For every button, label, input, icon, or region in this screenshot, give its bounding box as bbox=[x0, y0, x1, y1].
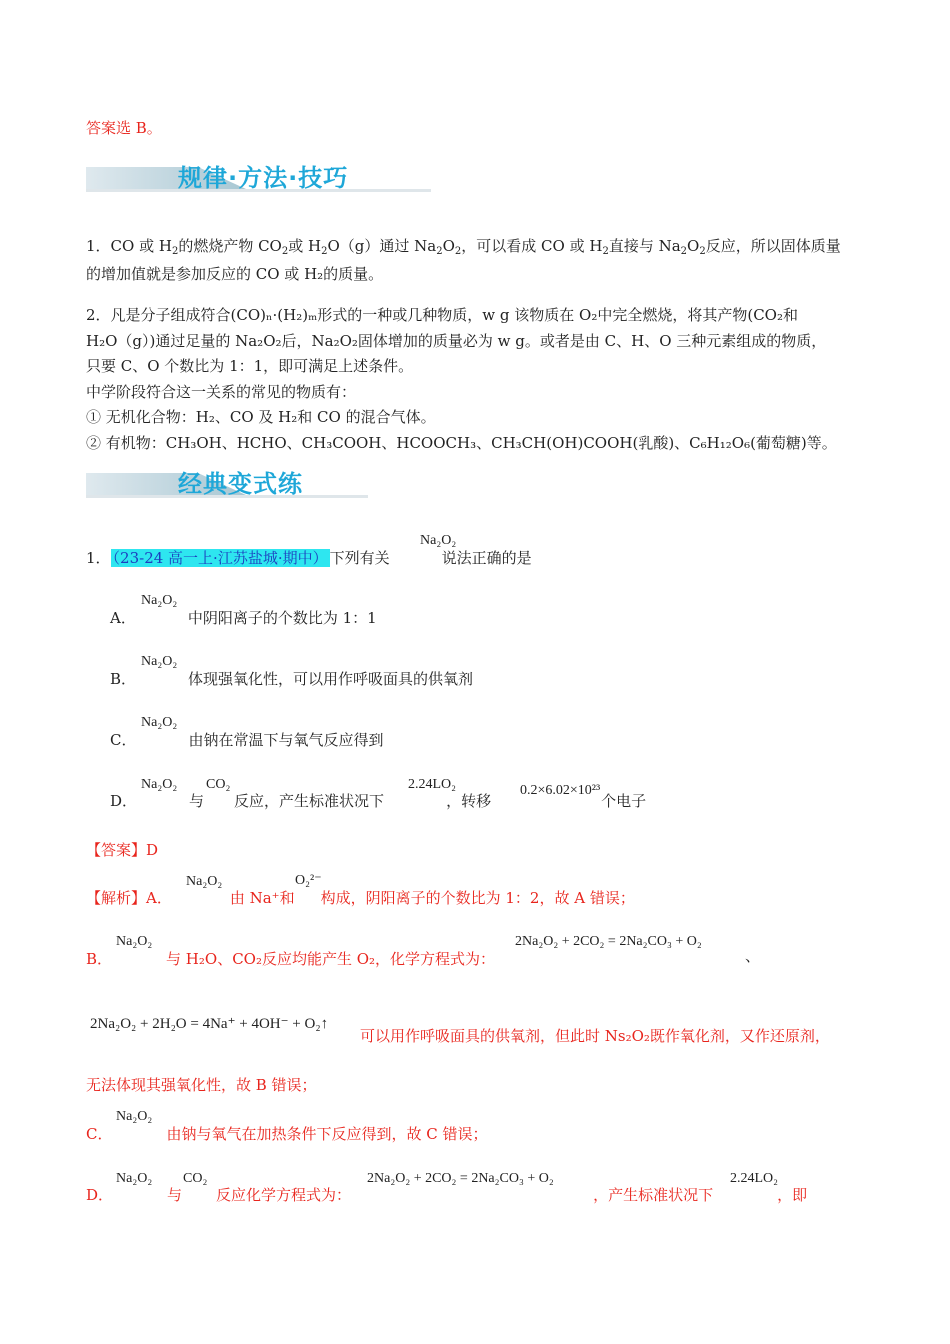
section-banner-methods bbox=[86, 158, 431, 198]
rule-2-line-4: 中学阶段符合这一关系的常见的物质有： bbox=[86, 383, 357, 401]
formula-peroxide-ion: O₂²⁻ bbox=[295, 873, 322, 888]
rule-2-line-2: H₂O（g）)通过足量的 Na₂O₂后，Na₂O₂固体增加的质量必为 w g。或者是由 C、H、O 三种元素组成的物质， bbox=[86, 332, 827, 350]
analysis-b: B． 与 H₂O、CO₂反应均能产生 O₂，化学方程式为： bbox=[86, 950, 496, 968]
banner-title: 经典变式练 bbox=[178, 470, 303, 498]
analysis-a: 【解析】A． 由 Na⁺和 构成，阴阳离子的个数比为 1：2，故 A 错误； bbox=[86, 889, 635, 907]
volume-o2: 2.24LO₂ bbox=[730, 1171, 779, 1186]
formula-na2o2: Na₂O₂ bbox=[420, 533, 457, 548]
formula-na2o2: Na₂O₂ bbox=[141, 654, 178, 669]
formula-na2o2: Na₂O₂ bbox=[116, 934, 153, 949]
rule-2-line-1: 2．凡是分子组成符合(CO)ₙ·(H₂)ₘ形式的一种或几种物质，w g 该物质在 O₂中完全燃烧，将其产物(CO₂和 bbox=[86, 306, 798, 324]
banner-title: 规律·方法·技巧 bbox=[178, 164, 349, 192]
analysis-b-end: 无法体现其强氧化性，故 B 错误； bbox=[86, 1076, 317, 1094]
question-1-stem: 1． （23-24 高一上·江苏盐城·期中） 下列有关 说法正确的是 bbox=[86, 549, 532, 567]
analysis-c: C． 由钠与氧气在加热条件下反应得到，故 C 错误； bbox=[86, 1125, 488, 1143]
section-banner-practice bbox=[86, 464, 368, 504]
separator: 、 bbox=[745, 947, 761, 965]
option-c[interactable]: C． 由钠在常温下与氧气反应得到 bbox=[110, 731, 384, 749]
option-a[interactable]: A． 中阴阳离子的个数比为 1：1 bbox=[110, 609, 377, 627]
rule-2-item-1: ① 无机化合物：H₂、CO 及 H₂和 CO 的混合气体。 bbox=[86, 408, 436, 426]
volume-o2: 2.24LO₂ bbox=[408, 777, 457, 792]
source-tag: （23-24 高一上·江苏盐城·期中） bbox=[112, 549, 328, 567]
equation-1: 2Na₂O₂ + 2CO₂ = 2Na₂CO₃ + O₂ bbox=[515, 934, 702, 949]
rule-2-line-3: 只要 C、O 个数比为 1：1，即可满足上述条件。 bbox=[86, 357, 414, 375]
equation-2: 2Na₂O₂ + 2H₂O = 4Na⁺ + 4OH⁻ + O₂↑ bbox=[90, 1016, 329, 1032]
equation-3: 2Na₂O₂ + 2CO₂ = 2Na₂CO₃ + O₂ bbox=[367, 1171, 554, 1186]
rule-1-line-1: 1．CO 或 $H_2$的燃烧产物 $CO_2$或 $H_2O(g)$通过 $Na_2O_2$，可以看成 CO 或 $H_2$直接与 $Na_2O_2$反应，所以固体质量 bbox=[86, 237, 841, 257]
formula-na2o2: Na₂O₂ bbox=[116, 1109, 153, 1124]
electron-count-expression: 0.2×6.02×10²³ bbox=[520, 783, 601, 798]
question-number: 1． bbox=[86, 549, 111, 567]
intro-answer: 答案选 B。 bbox=[86, 119, 162, 137]
option-d[interactable]: D． 与 反应，产生标准状况下 ，转移 个电子 bbox=[110, 792, 647, 810]
formula-co2: CO₂ bbox=[206, 777, 231, 792]
analysis-b-cont: 可以用作呼吸面具的供氧剂，但此时 Ns₂O₂既作氧化剂，又作还原剂， bbox=[360, 1027, 830, 1045]
formula-na2o2: Na₂O₂ bbox=[141, 715, 178, 730]
formula-na2o2: Na₂O₂ bbox=[116, 1171, 153, 1186]
rule-2-item-2: ② 有机物：CH₃OH、HCHO、CH₃COOH、HCOOCH₃、CH₃CH(OH)COOH(乳酸)、C₆H₁₂O₆(葡萄糖)等。 bbox=[86, 434, 837, 452]
answer-line: 【答案】D bbox=[86, 841, 159, 859]
formula-na2o2: Na₂O₂ bbox=[186, 874, 223, 889]
formula-na2o2: Na₂O₂ bbox=[141, 777, 178, 792]
rule-1-line-2: 的增加值就是参加反应的 CO 或 H₂的质量。 bbox=[86, 265, 384, 283]
analysis-d: D． 与 反应化学方程式为： ，产生标准状况下 ，即 bbox=[86, 1186, 808, 1204]
option-b[interactable]: B． 体现强氧化性，可以用作呼吸面具的供氧剂 bbox=[110, 670, 474, 688]
formula-co2: CO₂ bbox=[183, 1171, 208, 1186]
formula-na2o2: Na₂O₂ bbox=[141, 593, 178, 608]
